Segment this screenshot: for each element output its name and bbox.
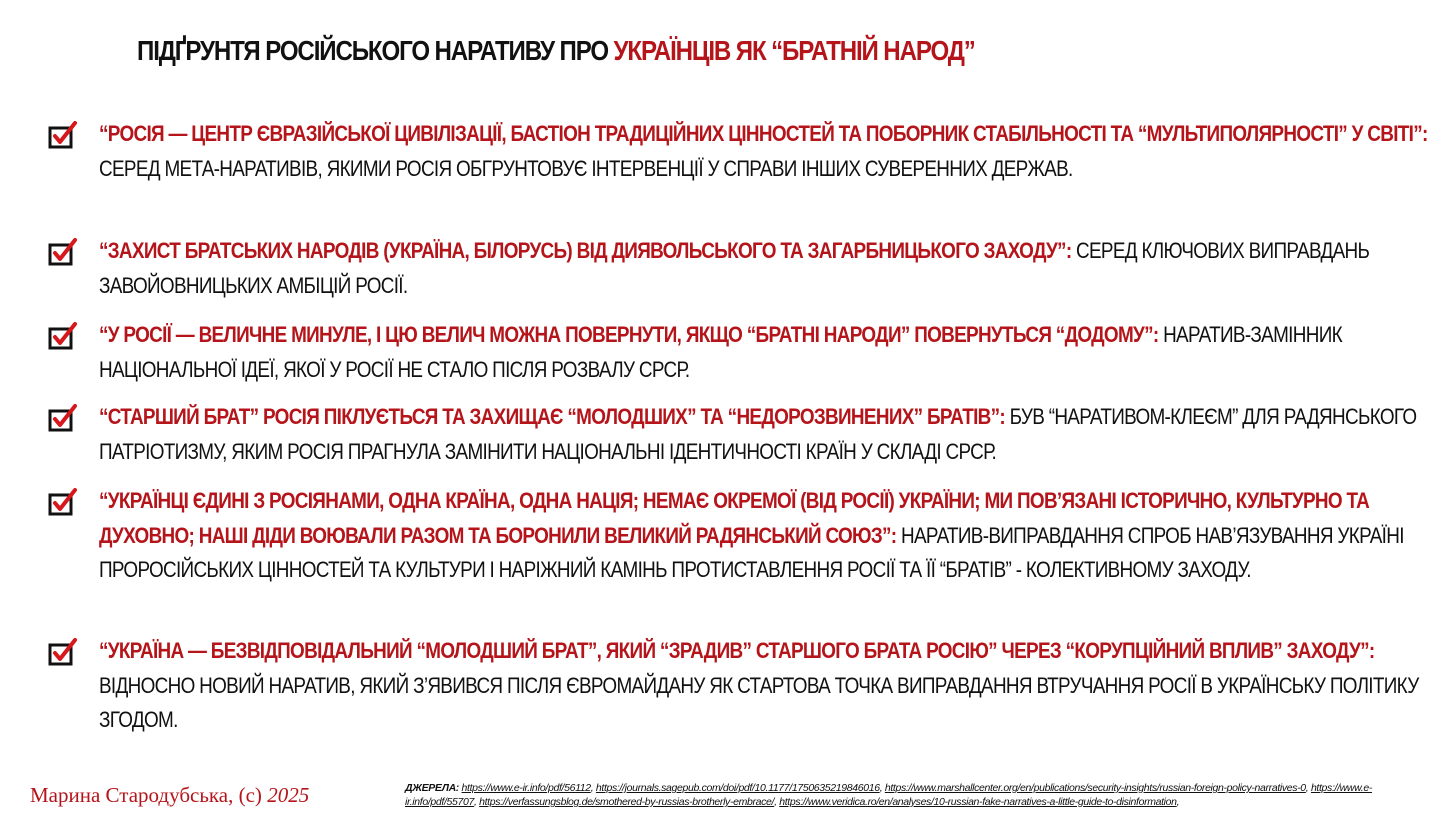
checkbox-checked-icon <box>48 321 78 351</box>
narrative-highlight: “УКРАЇНА — БЕЗВІДПОВІДАЛЬНИЙ “МОЛОДШИЙ БРАТ”, ЯКИЙ “ЗРАДИВ” СТАРШОГО БРАТА РОСІЮ” ЧЕРЕЗ “КОРУПЦІЙНИЙ ВПЛИВ” ЗАХОДУ”: <box>99 638 1375 663</box>
author-signature <box>30 783 309 808</box>
narrative-body: ВІДНОСНО НОВИЙ НАРАТИВ, ЯКИЙ З’ЯВИВСЯ ПІСЛЯ ЄВРОМАЙДАНУ ЯК СТАРТОВА ТОЧКА ВИПРАВДАННЯ ВТРУЧАННЯ РОСІЇ В УКРАЇНСЬКУ ПОЛІТИКУ ЗГОДОМ. <box>99 672 1419 732</box>
checkbox-checked-icon <box>48 403 78 433</box>
author-name: Марина Стародубська, (с) <box>30 783 268 807</box>
narrative-highlight: “УКРАЇНЦІ ЄДИНІ З РОСІЯНАМИ, ОДНА КРАЇНА, ОДНА НАЦІЯ; НЕМАЄ ОКРЕМОЇ (ВІД РОСІЇ) УКРАЇНИ; МИ ПОВ’ЯЗАНІ ІСТОРИЧНО, КУЛЬТУРНО ТА ДУХОВНО; НАШІ ДІДИ ВОЮВАЛИ РАЗОМ ТА БОРОНИЛИ ВЕЛИКИЙ РАДЯНСЬКИЙ СОЮЗ”: <box>99 488 1370 548</box>
sources-footnote: ДЖЕРЕЛА: https://www.e-ir.info/pdf/56112, https://journals.sagepub.com/doi/pdf/10.1177/1750635219846016, https://www.marshallcenter.org/en/publications/security-insights/russian-foreign-policy-narratives-0, https://www.e-ir.info/pdf/55707, https://verfassungsblog.de/smothered-by-russias-brotherly-embrace/, https://www.veridica.ro/en/analyses/10-russian-fake-narratives-a-little-guide-to-disinformation, <box>405 782 1372 808</box>
narrative-body: БУВ “НАРАТИВОМ-КЛЕЄМ” ДЛЯ РАДЯНСЬКОГО ПАТРІОТИЗМУ, ЯКИМ РОСІЯ ПРАГНУЛА ЗАМІНИТИ НАЦІОНАЛЬНІ ІДЕНТИЧНОСТІ КРАЇН У СКЛАДІ СРСР. <box>99 404 1417 464</box>
narrative-body: СЕРЕД МЕТА-НАРАТИВІВ, ЯКИМИ РОСІЯ ОБГРУНТОВУЄ ІНТЕРВЕНЦІЇ У СПРАВИ ІНШИХ СУВЕРЕННИХ ДЕРЖАВ. <box>99 155 1073 181</box>
narrative-highlight: “У РОСІЇ — ВЕЛИЧНЕ МИНУЛЕ, І ЦЮ ВЕЛИЧ МОЖНА ПОВЕРНУТИ, ЯКЩО “БРАТНІ НАРОДИ” ПОВЕРНУТЬСЯ “ДОДОМУ”: <box>99 322 1159 347</box>
narrative-highlight: “РОСІЯ — ЦЕНТР ЄВРАЗІЙСЬКОЇ ЦИВІЛІЗАЦІЇ, БАСТІОН ТРАДИЦІЙНИХ ЦІННОСТЕЙ ТА ПОБОРНИК СТАБІЛЬНОСТІ ТА “МУЛЬТИПОЛЯРНОСТІ” У СВІТІ”: <box>99 121 1428 146</box>
narrative-body: НАРАТИВ-ВИПРАВДАННЯ СПРОБ НАВ’ЯЗУВАННЯ УКРАЇНІ ПРОРОСІЙСЬКИХ ЦІННОСТЕЙ ТА КУЛЬТУРИ І НАРІЖНИЙ КАМІНЬ ПРОТИСТАВЛЕННЯ РОСІЇ ТА ЇЇ “БРАТІВ” - КОЛЕКТИВНОМУ ЗАХОДУ. <box>99 522 1404 582</box>
title-part-red: УКРАЇНЦІВ ЯК “БРАТНІЙ НАРОД” <box>613 35 975 66</box>
narrative-body: НАРАТИВ-ЗАМІННИК НАЦІОНАЛЬНОЇ ІДЕЇ, ЯКОЇ У РОСІЇ НЕ СТАЛО ПІСЛЯ РОЗВАЛУ СРСР. <box>99 322 1342 382</box>
author-year: 2025 <box>267 783 310 807</box>
narrative-text <box>99 318 1441 387</box>
title-part-black: ПІДҐРУНТЯ РОСІЙСЬКОГО НАРАТИВУ ПРО <box>137 35 614 66</box>
narrative-text <box>99 117 1441 186</box>
narrative-text <box>99 484 1441 588</box>
narrative-text <box>99 634 1441 738</box>
checkbox-checked-icon <box>48 637 78 667</box>
checkbox-checked-icon <box>48 487 78 517</box>
source-link[interactable]: https://journals.sagepub.com/doi/pdf/10.1177/1750635219846016 <box>595 782 880 794</box>
source-link[interactable]: https://verfassungsblog.de/smothered-by-russias-brotherly-embrace/ <box>479 796 775 808</box>
narrative-body: СЕРЕД КЛЮЧОВИХ ВИПРАВДАНЬ ЗАВОЙОВНИЦЬКИХ АМБІЦІЙ РОСІЇ. <box>99 238 1370 298</box>
checkbox-checked-icon <box>48 237 78 267</box>
page-title <box>137 29 1212 73</box>
source-link[interactable]: https://www.e-ir.info/pdf/56112 <box>461 782 591 794</box>
narrative-highlight: “СТАРШИЙ БРАТ” РОСІЯ ПІКЛУЄТЬСЯ ТА ЗАХИЩАЄ “МОЛОДШИХ” ТА “НЕДОРОЗВИНЕНИХ” БРАТІВ”: <box>99 404 1006 429</box>
source-link[interactable]: https://www.veridica.ro/en/analyses/10-russian-fake-narratives-a-little-guide-to-disinformation <box>779 796 1177 808</box>
checkbox-checked-icon <box>48 120 78 150</box>
source-link[interactable]: https://www.marshallcenter.org/en/publications/security-insights/russian-foreign-policy-narratives-0 <box>884 782 1306 794</box>
narrative-text <box>99 400 1441 469</box>
source-link[interactable]: https://www.e-ir.info/pdf/55707 <box>405 782 1372 808</box>
narrative-text <box>99 234 1441 303</box>
narrative-highlight: “ЗАХИСТ БРАТСЬКИХ НАРОДІВ (УКРАЇНА, БІЛОРУСЬ) ВІД ДИЯВОЛЬСЬКОГО ТА ЗАГАРБНИЦЬКОГО ЗАХОДУ”: <box>99 238 1072 263</box>
sources-label: ДЖЕРЕЛА: <box>405 782 459 794</box>
